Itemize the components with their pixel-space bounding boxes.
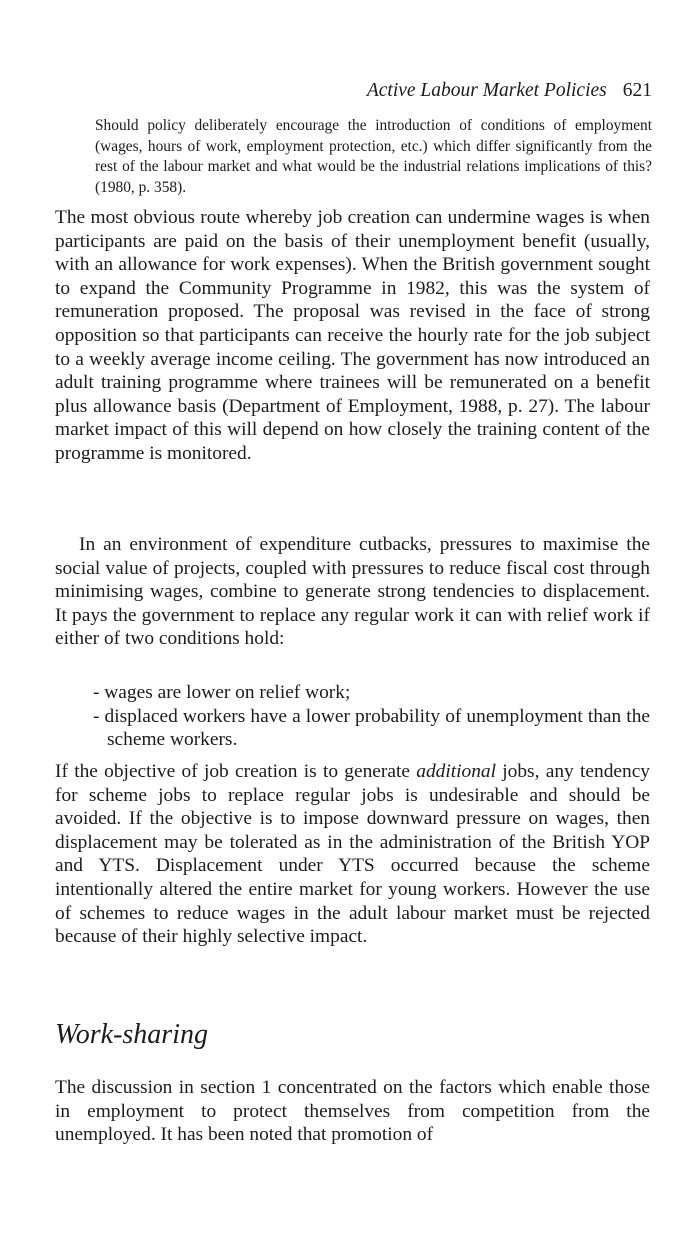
running-head-title: Active Labour Market Policies [366,80,607,101]
paragraph-3-before: If the objective of job creation is to generate [55,761,417,782]
list-item: - wages are lower on relief work; [93,682,351,703]
paragraph-1-text: The most obvious route whereby job creation can undermine wages is when participants are paid on the basis of their unemployment benefit (usually, with an allowance for work expenses). When the British government sought to expand the Community Programme in 1982, this was the system of remuneration proposed. The proposal was revised in the face of strong opposition so that participants can receive the hourly rate for the job subject to a weekly average income ceiling. The government has now introduced an adult training programme where trainees will be remunerated on a benefit plus allowance basis (Department of Employment, 1988, p. 27). The labour market impact of this will depend on how closely the training content of the programme is monitored. [55,207,650,464]
emphasis-additional: additional [416,761,496,782]
paragraph-2-text: In an environment of expenditure cutbacks, pressures to maximise the social value of projects, coupled with pressures to reduce fiscal cost through minimising wages, combine to generate strong tendencies to displacement. It pays the government to replace any regular work it can with relief work if either of two conditions hold: [55,534,650,650]
paragraph-4 [55,1076,650,1147]
running-head [367,79,652,103]
list-item: - displaced workers have a lower probability of unemployment than the scheme workers. [93,705,650,751]
page-number: 621 [622,80,652,101]
block-quote: Should policy deliberately encourage the introduction of conditions of employment (wages, hours of work, employment protection, etc.) which differ significantly from the rest of the labour market and what would be the industrial relations implications of this? (1980, p. 358). [95,117,652,196]
paragraph-3-text [55,760,650,949]
conditions-list [93,681,650,752]
paragraph-2 [55,533,650,651]
paragraph-3-after: jobs, any tendency for scheme jobs to replace regular jobs is undesirable and should be avoided. If the objective is to impose downward pressure on wages, then displacement may be tolerated as in the administration of the British YOP and YTS. Displacement under YTS occurred because the scheme intentionally altered the entire market for young workers. However the use of schemes to reduce wages in the adult labour market must be rejected because of their highly selective impact. [55,761,651,948]
paragraph-4-text: The discussion in section 1 concentrated on the factors which enable those in employment to protect themselves from competition from the unemployed. It has been noted that promotion of [55,1077,650,1146]
paragraph-1 [55,206,650,466]
paragraph-3 [55,760,650,949]
section-heading: Work-sharing [55,1019,208,1050]
